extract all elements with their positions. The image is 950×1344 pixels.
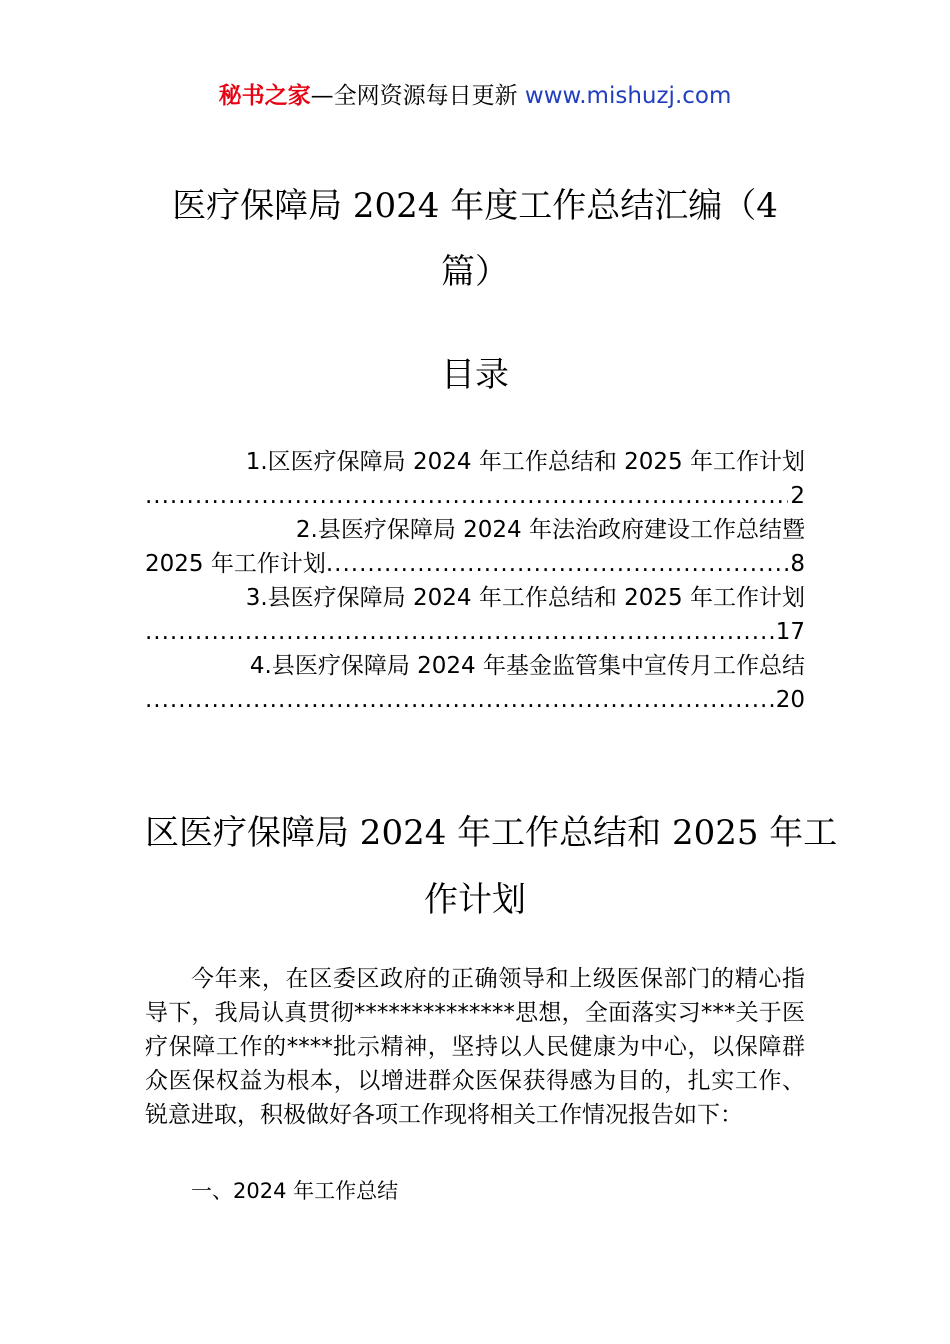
toc-entry-1-title[interactable]: 1.区医疗保障局 2024 年工作总结和 2025 年工作计划 bbox=[245, 449, 805, 475]
article-body bbox=[145, 962, 805, 1132]
toc-entry-3-leader[interactable] bbox=[145, 615, 805, 649]
toc-heading: 目录 bbox=[441, 355, 509, 395]
document-title-line2: 篇） bbox=[441, 252, 509, 292]
header-tagline: —全网资源每日更新 bbox=[310, 83, 525, 109]
article-title-line2: 作计划 bbox=[424, 880, 526, 920]
toc-entry-3-page: 17 bbox=[775, 619, 805, 645]
toc-entry-2-page: 8 bbox=[790, 551, 805, 577]
site-url-link[interactable]: www.mishuzj.com bbox=[524, 83, 732, 109]
toc-entry-1-leader[interactable] bbox=[145, 479, 805, 513]
toc-entry-1-page: 2 bbox=[790, 483, 805, 509]
dot-leader bbox=[326, 547, 789, 581]
toc-entry-4-title[interactable]: 4.县医疗保障局 2024 年基金监管集中宣传月工作总结 bbox=[249, 653, 805, 679]
toc-entry-4-page: 20 bbox=[775, 687, 805, 713]
toc-entry-2-title[interactable]: 2.县医疗保障局 2024 年法治政府建设工作总结暨 bbox=[295, 517, 805, 543]
toc-entry-3-title[interactable]: 3.县医疗保障局 2024 年工作总结和 2025 年工作计划 bbox=[245, 585, 805, 611]
dot-leader bbox=[145, 479, 788, 513]
intro-paragraph: 今年来，在区委区政府的正确领导和上级医保部门的精心指导下，我局认真贯彻**************思想，全面落实习***关于医疗保障工作的****批示精神，坚持以人民健康为中心，以保障群众医保权益为根本，以增进群众医保获得感为目的，扎实工作、锐意进取，积极做好各项工作现将相关工作情况报告如下： bbox=[145, 966, 805, 1128]
table-of-contents bbox=[145, 445, 805, 717]
dot-leader bbox=[145, 683, 774, 717]
document-title-line1: 医疗保障局 2024 年度工作总结汇编（4 bbox=[172, 186, 778, 226]
site-header bbox=[0, 80, 950, 112]
article-title-line1: 区医疗保障局 2024 年工作总结和 2025 年工 bbox=[145, 813, 838, 853]
toc-entry-2-leader[interactable] bbox=[145, 547, 805, 581]
brand-name: 秘书之家 bbox=[218, 83, 311, 109]
toc-entry-4-leader[interactable] bbox=[145, 683, 805, 717]
section-heading-1: 一、2024 年工作总结 bbox=[191, 1179, 399, 1203]
dot-leader bbox=[145, 615, 774, 649]
toc-entry-2-continuation: 2025 年工作计划 bbox=[145, 551, 326, 577]
